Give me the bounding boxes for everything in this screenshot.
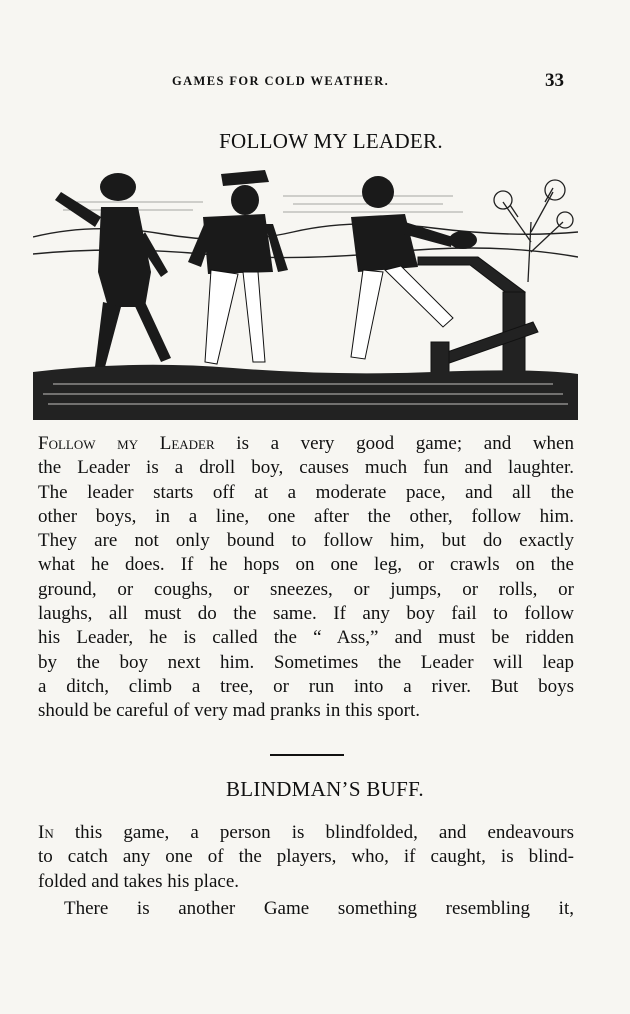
text-line: his Leader, he is called the “ Ass,” and must be ridden — [38, 627, 574, 649]
text-line: The leader starts off at a moderate pace, and all the — [38, 481, 574, 503]
paragraph-follow-my-leader — [38, 432, 574, 724]
ground — [33, 365, 578, 420]
page-number: 33 — [545, 70, 564, 91]
text-line: a ditch, climb a tree, or run into a river. But boys — [38, 675, 574, 697]
paragraph-blindmans-buff — [38, 821, 574, 894]
text-line: ground, or coughs, or sneezes, or jumps, or rolls, or — [38, 578, 574, 600]
lead-small-caps: In — [38, 822, 54, 843]
section-title-blindmans-buff: BLINDMAN’S BUFF. — [226, 777, 424, 801]
text-line: should be careful of very mad pranks in this sport. — [38, 700, 421, 722]
running-head: GAMES FOR COLD WEATHER. — [172, 74, 390, 88]
text-line: folded and takes his place. — [38, 870, 240, 892]
text-line: what he does. If he hops on one leg, or crawls on the — [38, 554, 574, 576]
text-line: the Leader is a droll boy, causes much fun and laughter. — [38, 457, 574, 479]
text-line: laughs, all must do the same. If any boy fail to follow — [38, 603, 574, 625]
text-line: They are not only bound to follow him, but do exactly — [38, 530, 574, 552]
text-line: other boys, in a line, one after the other, follow him. — [38, 505, 574, 527]
text-line: In this game, a person is blindfolded, and endeavours — [38, 822, 574, 843]
section-title-follow-my-leader: FOLLOW MY LEADER. — [219, 129, 443, 153]
text-line: Follow my Leader is a very good game; and when — [38, 433, 574, 454]
section-divider-rule — [270, 754, 344, 756]
follow-my-leader-illustration — [33, 162, 578, 420]
text-line: by the boy next him. Sometimes the Leader will leap — [38, 651, 574, 673]
paragraph-another-game — [38, 897, 574, 921]
text-line: to catch any one of the players, who, if caught, is blind- — [38, 846, 574, 868]
text-line: There is another Game something resembling it, — [64, 898, 574, 919]
lead-small-caps: Follow my Leader — [38, 433, 215, 454]
